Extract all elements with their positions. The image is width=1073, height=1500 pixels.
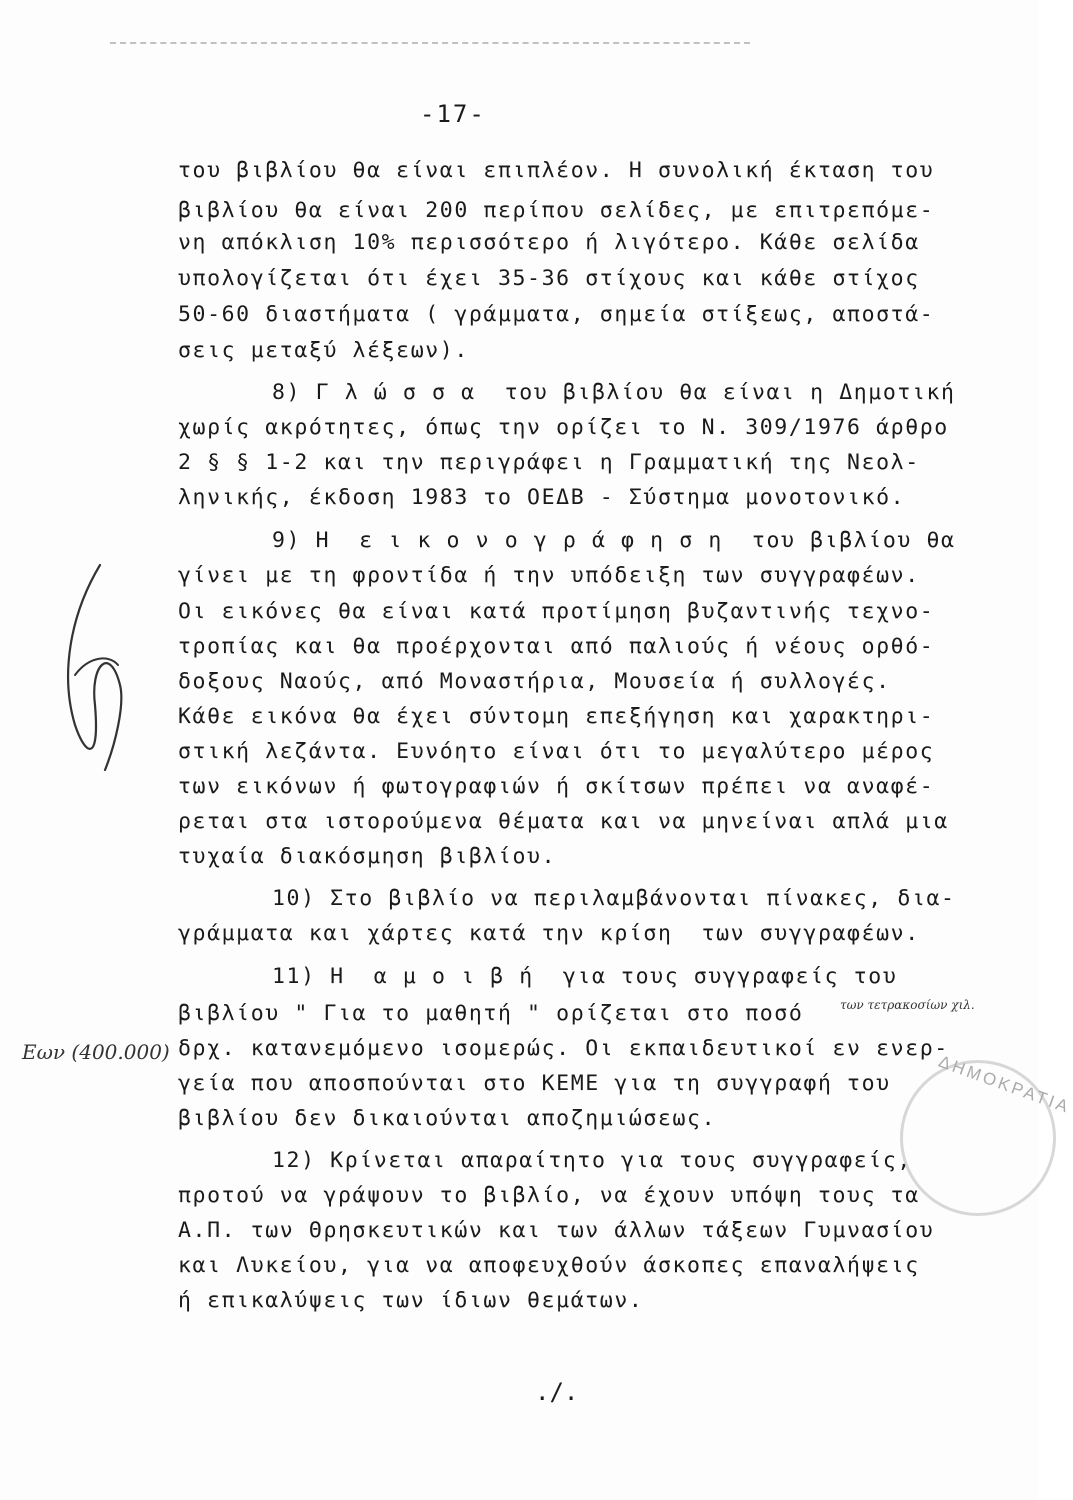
text-line: νη απόκλιση 10% περισσότερο ή λιγότερο. Κάθε σελίδα <box>178 230 920 255</box>
page-number: -17- <box>420 100 486 128</box>
text-line: στική λεζάντα. Ευνόητο είναι ότι το μεγαλύτερο μέρος <box>178 739 935 764</box>
text-line: γράμματα και χάρτες κατά την κρίση των συγγραφέων. <box>178 921 920 946</box>
text-line: σεις μεταξύ λέξεων). <box>178 338 469 363</box>
handwritten-amount-margin: Εων (400.000) <box>22 1040 170 1064</box>
text-line: βιβλίου " Για το μαθητή " ορίζεται στο ποσό <box>178 1001 804 1026</box>
text-line: των εικόνων ή φωτογραφιών ή σκίτσων πρέπει να αναφέ- <box>178 774 935 799</box>
text-line: χωρίς ακρότητες, όπως την ορίζει το Ν. 309/1976 άρθρο <box>178 415 949 440</box>
text-line: βιβλίου δεν δικαιούνται αποζημιώσεως. <box>178 1106 717 1131</box>
text-line: δοξους Ναούς, από Μοναστήρια, Μουσεία ή συλλογές. <box>178 669 891 694</box>
text-line: 2 § § 1-2 και την περιγράφει η Γραμματική της Νεολ- <box>178 450 920 475</box>
text-line: ή επικαλύψεις των ίδιων θεμάτων. <box>178 1288 644 1313</box>
text-line: τυχαία διακόσμηση βιβλίου. <box>178 844 557 869</box>
text-line: 11) Η α μ ο ι β ή για τους συγγραφείς του <box>272 964 898 989</box>
text-line: του βιβλίου θα είναι επιπλέον. Η συνολική έκταση του <box>178 158 935 183</box>
handwritten-amount-inline: των τετρακοσίων χιλ. <box>840 998 975 1012</box>
text-line: δρχ. κατανεμόμενο ισομερώς. Οι εκπαιδευτικοί εν ενερ- <box>178 1036 949 1061</box>
text-line: 8) Γ λ ώ σ σ α του βιβλίου θα είναι η Δημοτική <box>272 380 956 405</box>
signature-mark <box>40 555 130 785</box>
text-line: 12) Κρίνεται απαραίτητο για τους συγγραφείς, <box>272 1148 912 1173</box>
text-line: 9) Η ε ι κ ο ν ο γ ρ ά φ η σ η του βιβλίου θα <box>272 528 956 553</box>
text-line: ληνικής, έκδοση 1983 το ΟΕΔΒ - Σύστημα μονοτονικό. <box>178 485 906 510</box>
text-line: 10) Στο βιβλίο να περιλαμβάνονται πίνακες, δια- <box>272 886 956 911</box>
text-line: γίνει με τη φροντίδα ή την υπόδειξη των συγγραφέων. <box>178 563 920 588</box>
text-line: τροπίας και θα προέρχονται από παλιούς ή νέους ορθό- <box>178 634 935 659</box>
stamp-text: ΔΗΜΟΚΡΑΤΙΑ <box>936 1051 1073 1118</box>
text-line: βιβλίου θα είναι 200 περίπου σελίδες, με επιτρεπόμε- <box>178 198 935 223</box>
text-line: και Λυκείου, για να αποφευχθούν άσκοπες επαναλήψεις <box>178 1253 920 1278</box>
text-line: Α.Π. των Θρησκευτικών και των άλλων τάξεων Γυμνασίου <box>178 1218 935 1243</box>
text-line: ρεται στα ιστορούμενα θέματα και να μηνείναι απλά μια <box>178 809 949 834</box>
text-line: γεία που αποσπούνται στο ΚΕΜΕ για τη συγγραφή του <box>178 1071 891 1096</box>
text-line: Κάθε εικόνα θα έχει σύντομη επεξήγηση και χαρακτηρι- <box>178 704 935 729</box>
continuation-mark: ./. <box>535 1378 579 1406</box>
text-line: προτού να γράψουν το βιβλίο, να έχουν υπόψη τους τα <box>178 1183 920 1208</box>
text-line: υπολογίζεται ότι έχει 35-36 στίχους και κάθε στίχος <box>178 266 920 291</box>
text-line: 50-60 διαστήματα ( γράμματα, σημεία στίξεως, αποστά- <box>178 302 935 327</box>
top-scan-marks <box>110 42 750 48</box>
text-line: Οι εικόνες θα είναι κατά προτίμηση βυζαντινής τεχνο- <box>178 599 935 624</box>
